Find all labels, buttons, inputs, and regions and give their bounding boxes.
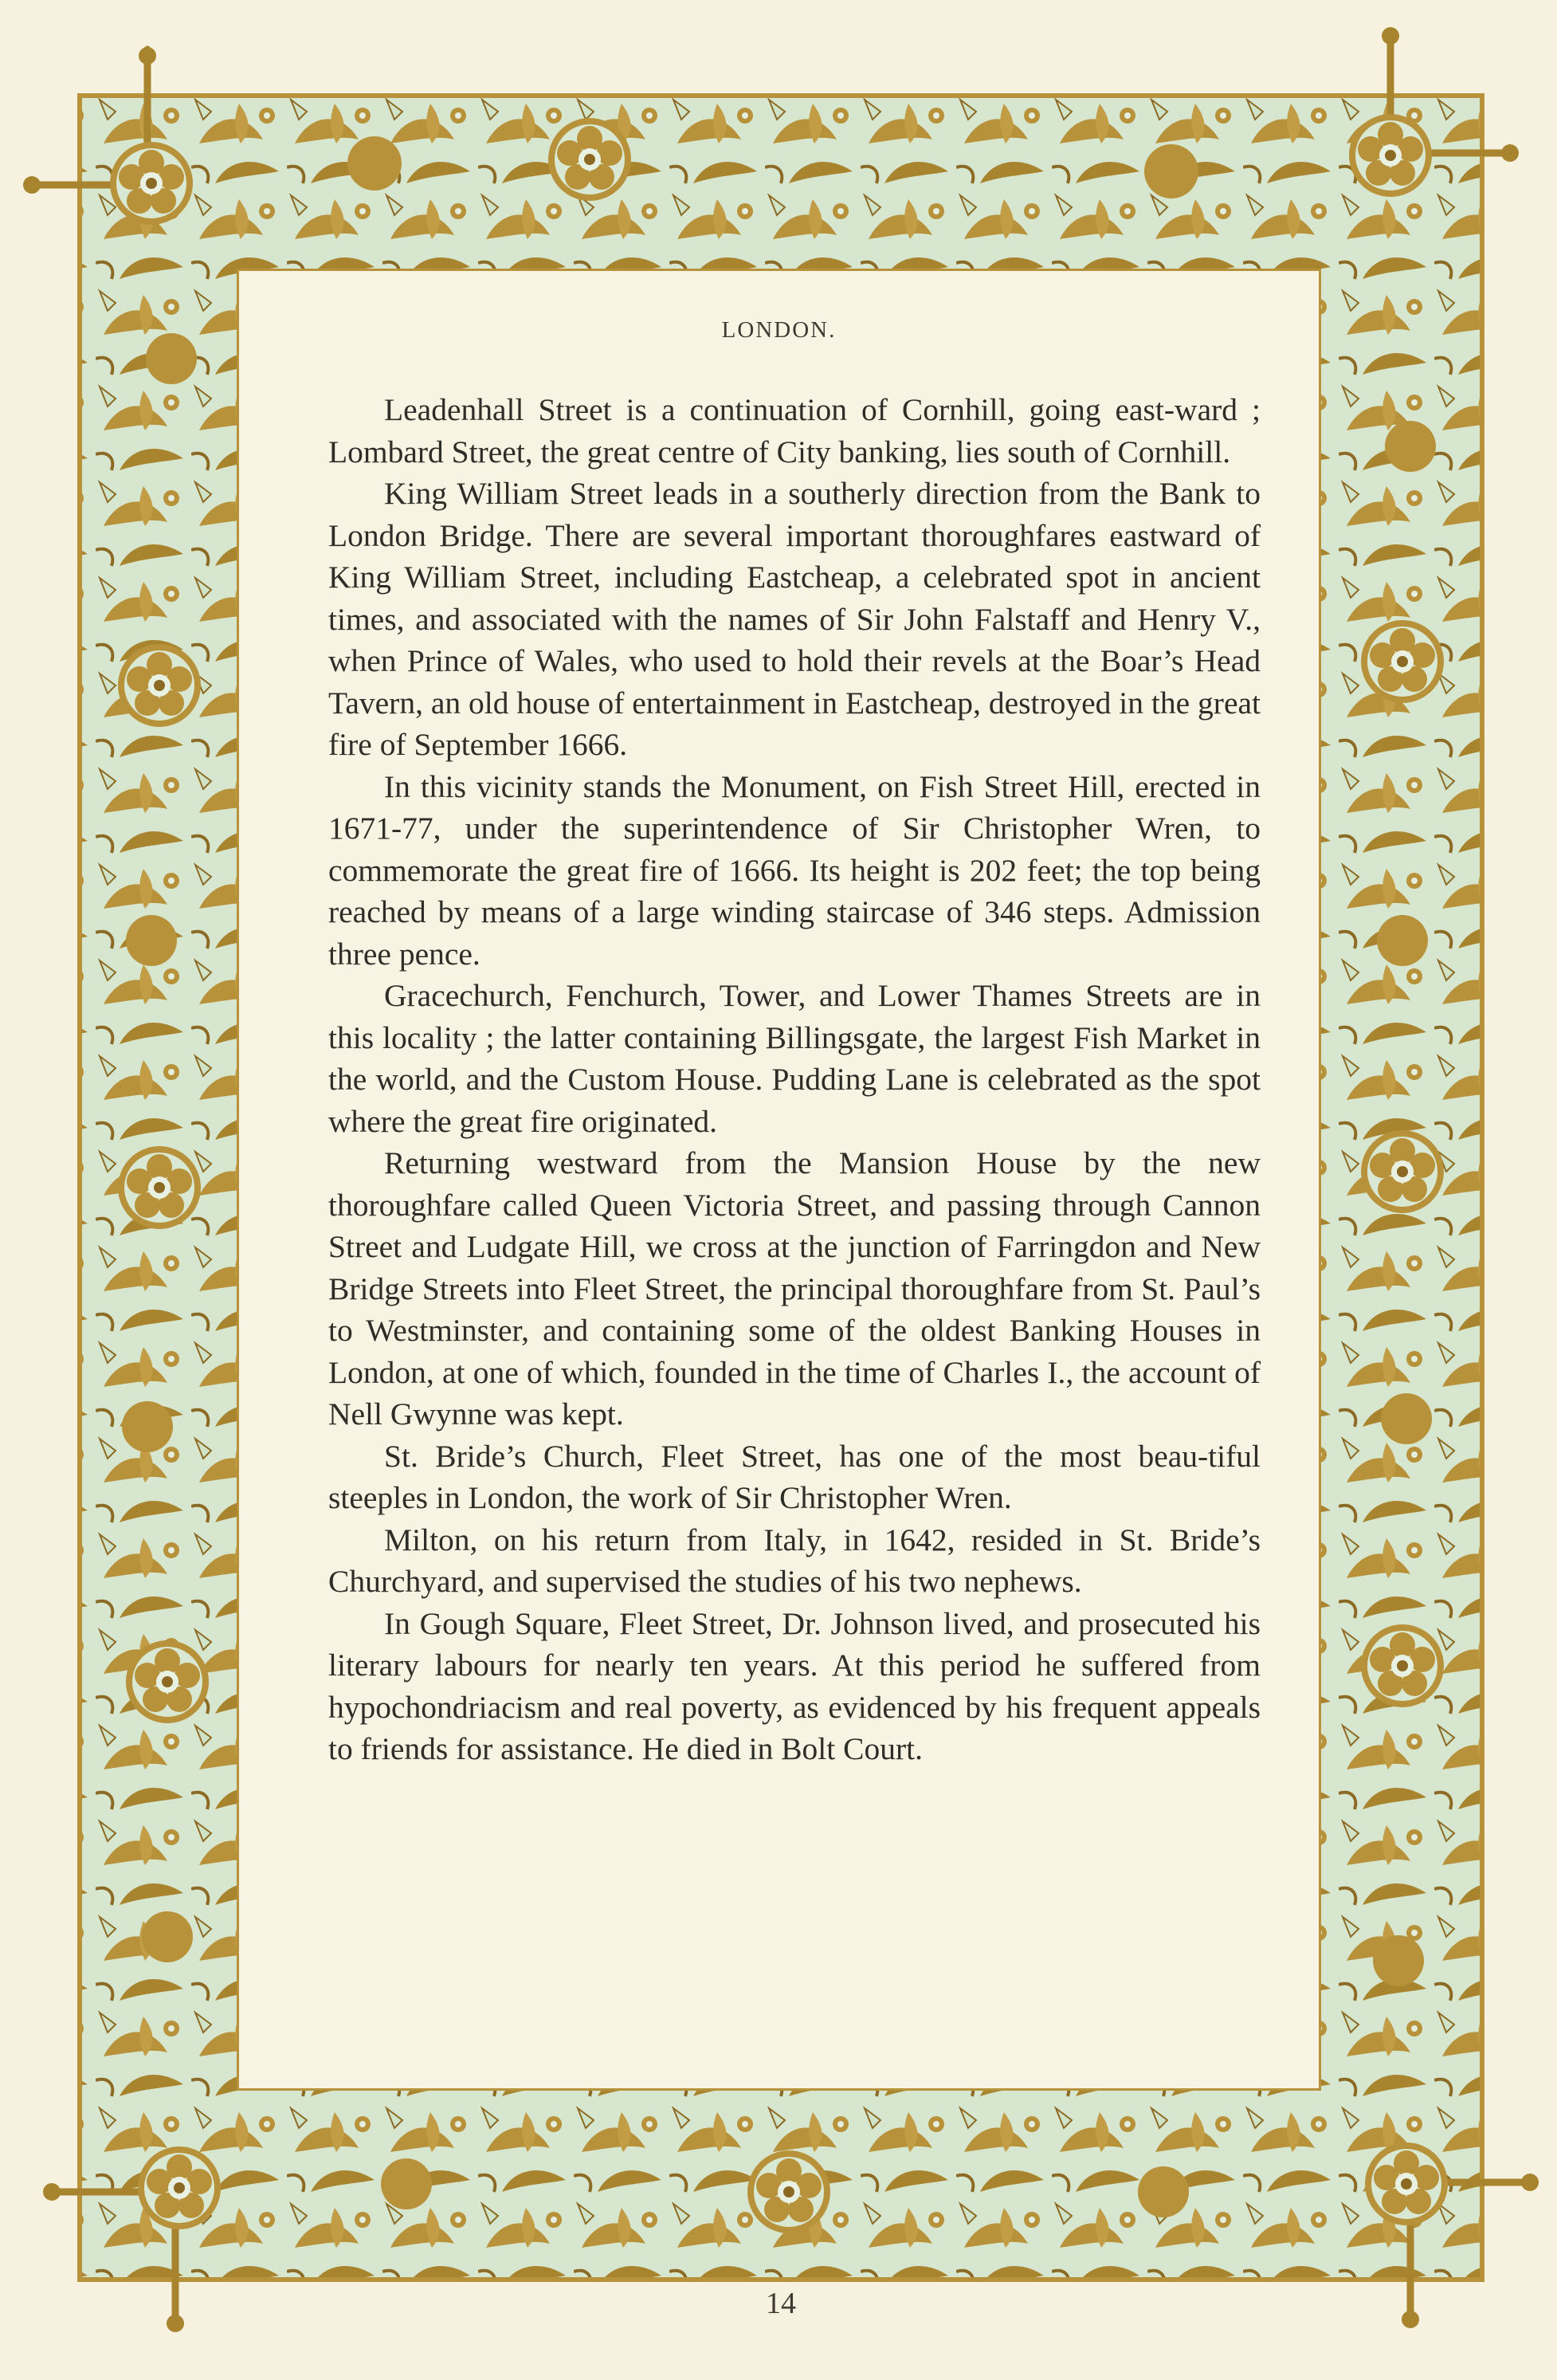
paragraph-returning-westward: Returning westward from the Mansion House by the new thoroughfare called Queen Victoria Street, and passing through Cannon Street and Ludgate Hill, we cross at the junction of Farringdon and New Bridge Streets into Fleet Street, the principal thoroughfare from St. Paul’s to Westminster, and containing some of the oldest Banking Houses in London, at one of which, founded in the time of Charles I., the account of Nell Gwynne was kept. — [328, 1145, 1261, 1432]
paragraph-gracechurch: Gracechurch, Fenchurch, Tower, and Lower Thames Streets are in this locality ; the latter containing Billingsgate, the largest Fish Market in the world, and the Custom House. Pudding Lane is celebrated as the spot where the great fire originated. — [328, 978, 1261, 1139]
paragraph-milton: Milton, on his return from Italy, in 1642, resided in St. Bride’s Churchyard, and supervised the studies of his two nephews. — [328, 1522, 1261, 1599]
paragraph-monument: In this vicinity stands the Monument, on Fish Street Hill, erected in 1671-77, under the superintendence of Sir Christopher Wren, to commemorate the great fire of 1666. Its height is 202 feet; the top being reached by means of a large winding staircase of 346 steps. Admission three pence. — [328, 768, 1261, 972]
paragraph-leadenhall: Leadenhall Street is a continuation of Cornhill, going east-ward ; Lombard Street, the great centre of City banking, lies south of Cornhill. — [328, 392, 1261, 469]
paragraph-gough-square: In Gough Square, Fleet Street, Dr. Johnson lived, and prosecuted his literary labours for nearly ten years. At this period he suffered from hypochondriacism and real poverty, as evidenced by his frequent appeals to friends for assistance. He died in Bolt Court. — [328, 1605, 1261, 1766]
page-number: 14 — [766, 2287, 796, 2320]
body-text — [328, 389, 1261, 1770]
paragraph-st-brides: St. Bride’s Church, Fleet Street, has one of the most beau-tiful steeples in London, the work of Sir Christopher Wren. — [328, 1438, 1261, 1515]
paragraph-king-william-street: King William Street leads in a southerly direction from the Bank to London Bridge. There are several important thoroughfares eastward of King William Street, including Eastcheap, a celebrated spot in ancient times, and associated with the names of Sir John Falstaff and Henry V., when Prince of Wales, who used to hold their revels at the Boar’s Head Tavern, an old house of entertainment in Eastcheap, destroyed in the great fire of September 1666. — [328, 476, 1261, 762]
running-head: LONDON. — [721, 317, 837, 343]
